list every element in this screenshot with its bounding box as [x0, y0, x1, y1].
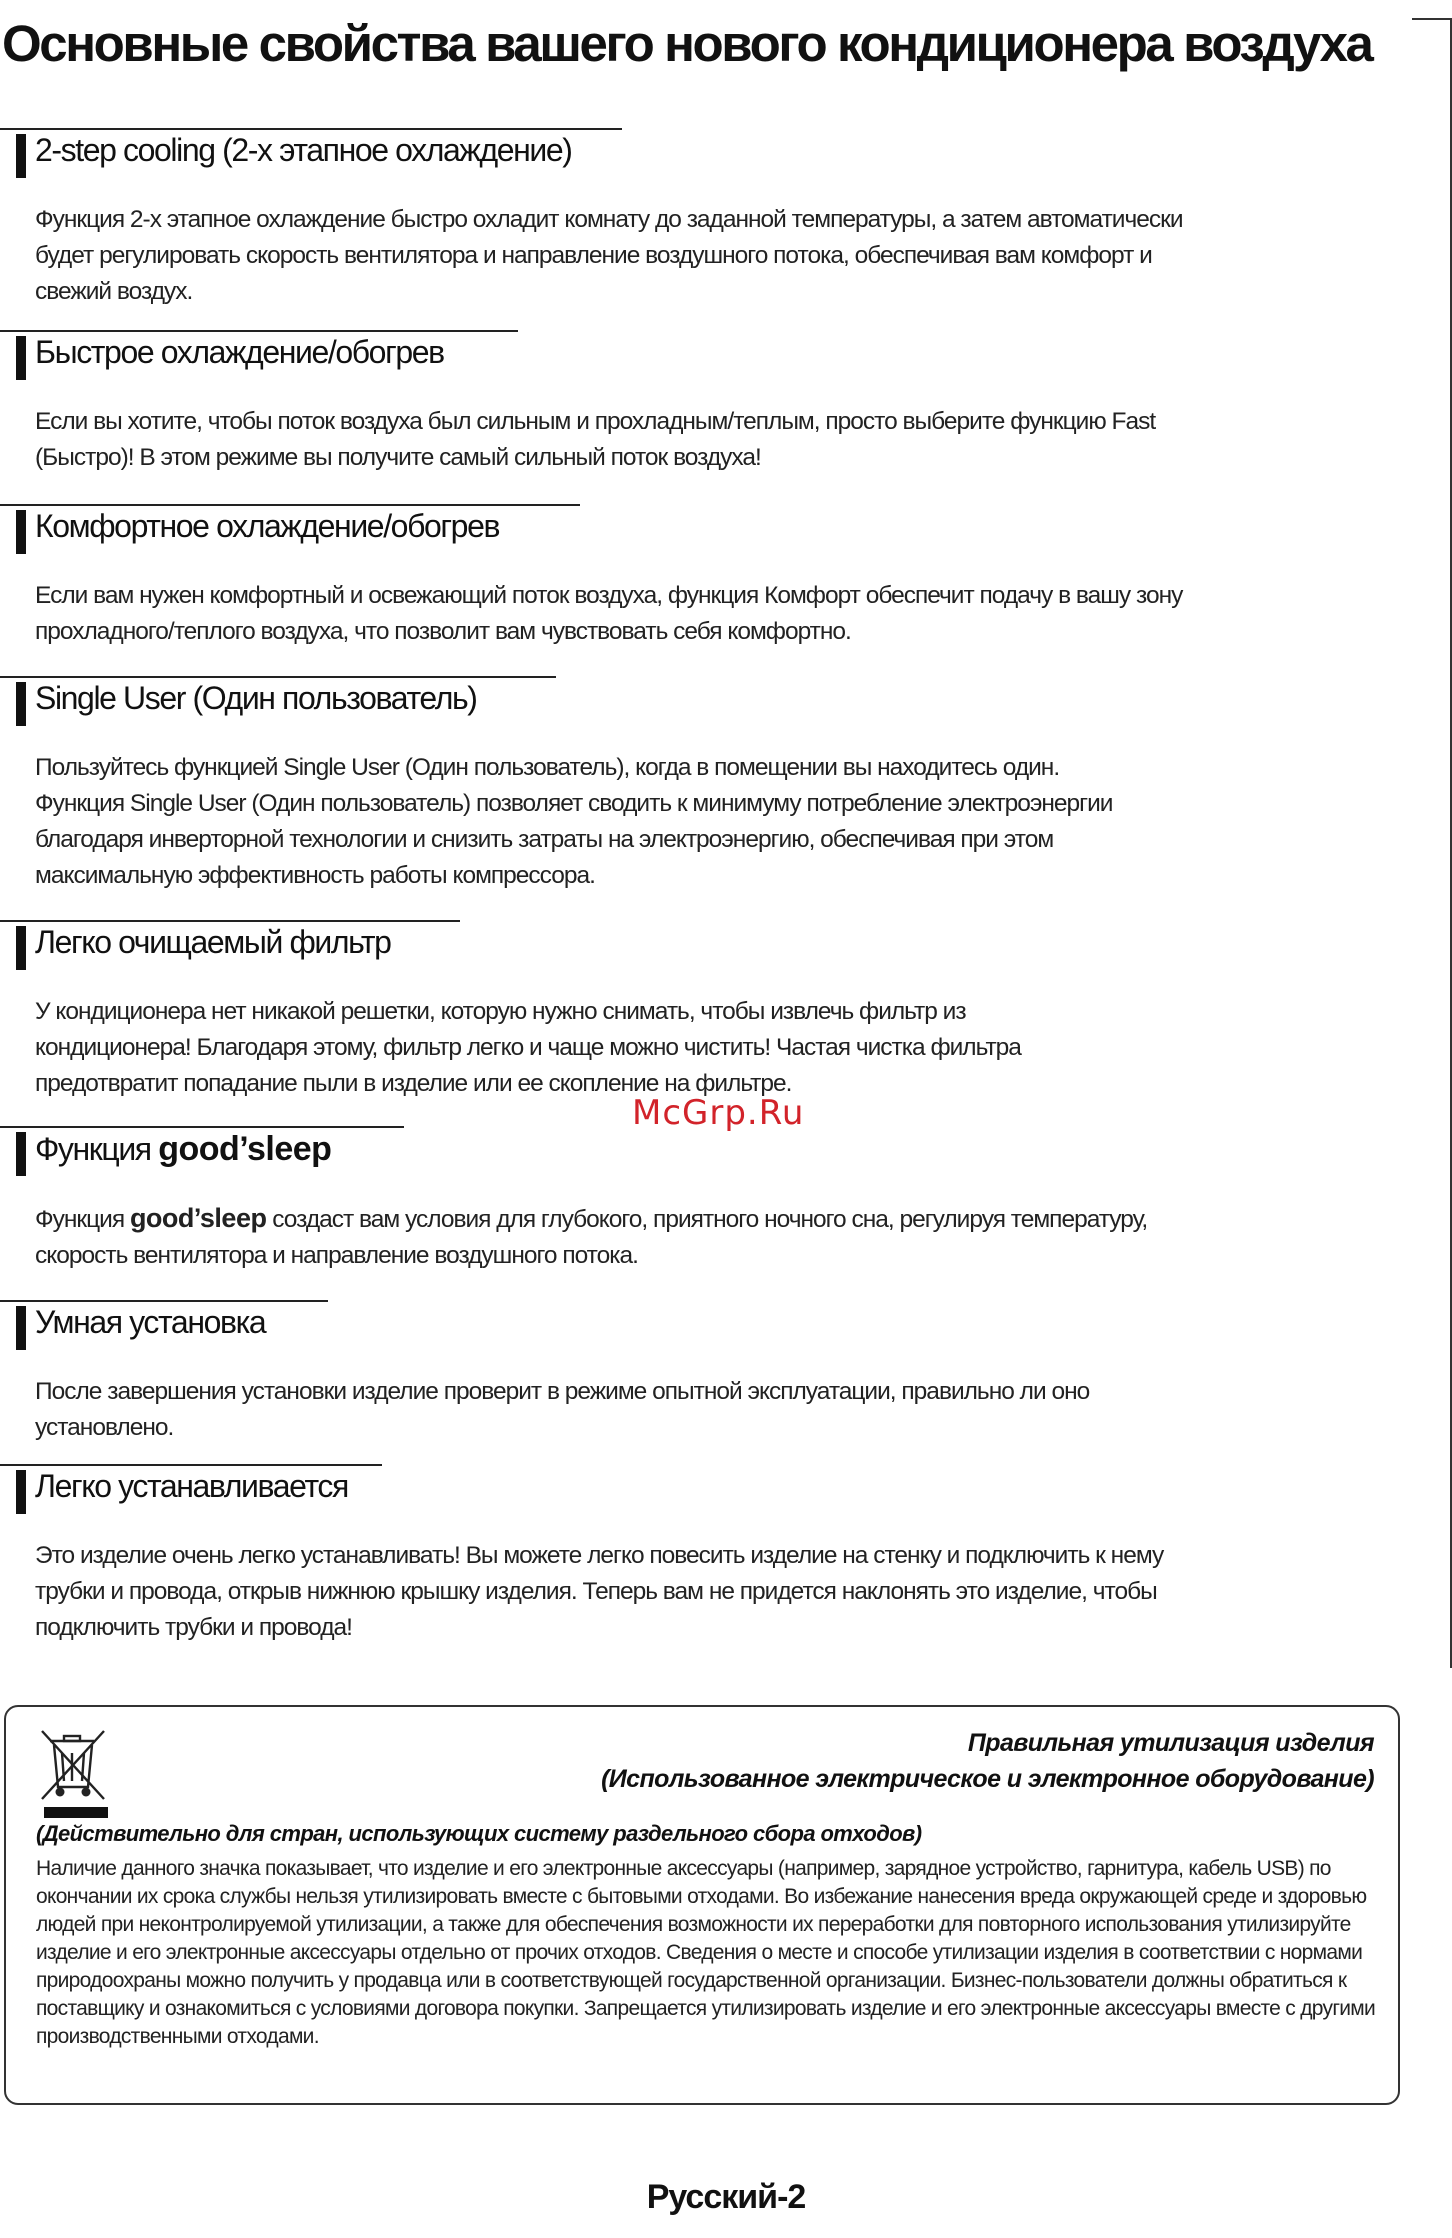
section-marker — [16, 1132, 26, 1176]
feature-easy-clean-filter — [0, 920, 1115, 1102]
section-title-prefix: Функция — [35, 1131, 151, 1167]
disposal-title: Правильная утилизация изделия — [967, 1729, 1374, 1757]
section-header — [0, 504, 1215, 554]
feature-smart-installation — [0, 1300, 1215, 1446]
corner-mark — [1412, 18, 1452, 20]
page-title: Основные свойства вашего нового кондиционера воздуха — [2, 15, 1372, 72]
section-header — [0, 128, 1215, 178]
section-marker — [16, 510, 26, 554]
feature-single-user — [0, 676, 1115, 894]
feature-easy-installation — [0, 1464, 1215, 1646]
section-rule — [0, 330, 518, 332]
body-rest: создаст вам условия для глубокого, приятного ночного сна, регулируя температуру, скорость вентилятора и направление воздушного потока. — [35, 1206, 1148, 1269]
section-rule — [0, 504, 580, 506]
disposal-text: Наличие данного значка показывает, что изделие и его электронные аксессуары (например, зарядное устройство, гарнитура, кабель USB) по окончании их срока службы нельзя утилизировать вместе с бытовыми отходами. Во избежание нанесения вреда окружающей среде и здоровью людей при неконтролируемой утилизации, а также для обеспечения возможности их переработки для повторного использования утилизируйте изделие и его электронные аксессуары отдельно от прочих отходов. Сведения о месте и способе утилизации изделия в соответствии с нормами природоохраны можно получить у продавца или в соответствующей государственной организации. Бизнес-пользователи должны обратиться к поставщику и ознакомиться с условиями договора покупки. Запрещается утилизировать изделие и его электронные аксессуары вместе с другими производственными отходами. — [36, 1857, 1376, 2048]
body-prefix: Функция — [35, 1206, 125, 1233]
section-header — [0, 676, 1115, 726]
section-rule — [0, 676, 556, 678]
section-rule — [0, 1464, 382, 1466]
good-sleep-inline-logo: good’sleep — [129, 1203, 267, 1233]
section-marker — [16, 336, 26, 380]
section-text: У кондиционера нет никакой решетки, которую нужно снимать, чтобы извлечь фильтр из кондиционера! Благодаря этому, фильтр легко и чаще можно чистить! Частая чистка фильтра предотвратит попадание пыли в изделие или ее скопление на фильтре. — [35, 998, 1021, 1097]
section-title: Single User (Один пользователь) — [35, 680, 477, 716]
section-text: Это изделие очень легко устанавливать! Вы можете легко повесить изделие на стенку и подключить к нему трубки и провода, открыв нижнюю крышку изделия. Теперь вам не придется наклонять это изделие, чтобы подключить трубки и провода! — [35, 1542, 1164, 1641]
feature-comfort-cooling — [0, 504, 1215, 650]
section-marker — [16, 1306, 26, 1350]
section-text: Если вам нужен комфортный и освежающий поток воздуха, функция Комфорт обеспечит подачу в вашу зону прохладного/теплого воздуха, что позволит вам чувствовать себя комфортно. — [35, 582, 1183, 645]
disposal-title-sub: (Использованное электрическое и электронное оборудование) — [601, 1765, 1374, 1793]
section-rule — [0, 1300, 328, 1302]
feature-2-step-cooling — [0, 128, 1215, 310]
section-text — [35, 1200, 1215, 1274]
section-header — [0, 920, 1115, 970]
crossed-out-wheelie-bin-icon — [36, 1725, 116, 1821]
section-text: Пользуйтесь функцией Single User (Один пользователь), когда в помещении вы находитесь один. Функция Single User (Один пользователь) позволяет сводить к минимуму потребление электроэнергии благодаря инверторной технологии и снизить затраты на электроэнергию, обеспечивая при этом максимальную эффективность работы компрессора. — [35, 754, 1113, 889]
watermark: McGrp.Ru — [632, 1093, 805, 1133]
section-text: Если вы хотите, чтобы поток воздуха был сильным и прохладным/теплым, просто выберите функцию Fast (Быстро)! В этом режиме вы получите самый сильный поток воздуха! — [35, 408, 1156, 471]
good-sleep-logo: good’sleep — [158, 1130, 332, 1168]
section-rule — [0, 1126, 404, 1128]
section-title: Умная установка — [35, 1304, 266, 1340]
section-title: Комфортное охлаждение/обогрев — [35, 508, 500, 544]
feature-good-sleep — [0, 1126, 1215, 1274]
section-header — [0, 330, 1215, 380]
section-rule — [0, 920, 460, 922]
section-title: Быстрое охлаждение/обогрев — [35, 334, 444, 370]
disposal-subtitle: (Действительно для стран, использующих систему раздельного сбора отходов) — [36, 1821, 922, 1846]
section-title: Легко устанавливается — [35, 1468, 348, 1504]
page-number: Русский-2 — [646, 2178, 806, 2216]
section-text: После завершения установки изделие проверит в режиме опытной эксплуатации, правильно ли оно установлено. — [35, 1378, 1090, 1441]
section-header — [0, 1300, 1215, 1350]
section-header — [0, 1126, 1215, 1176]
section-rule — [0, 128, 622, 130]
section-title: Легко очищаемый фильтр — [35, 924, 391, 960]
section-marker — [16, 134, 26, 178]
section-text: Функция 2-х этапное охлаждение быстро охладит комнату до заданной температуры, а затем автоматически будет регулировать скорость вентилятора и направление воздушного потока, обеспечивая вам комфорт и свежий воздух. — [35, 206, 1183, 305]
section-header — [0, 1464, 1215, 1514]
section-marker — [16, 926, 26, 970]
section-marker — [16, 1470, 26, 1514]
section-title: 2-step cooling (2-х этапное охлаждение) — [35, 132, 572, 168]
disposal-notice — [4, 1705, 1400, 2105]
feature-fast-cooling — [0, 330, 1215, 476]
section-title — [35, 1130, 331, 1169]
section-marker — [16, 682, 26, 726]
